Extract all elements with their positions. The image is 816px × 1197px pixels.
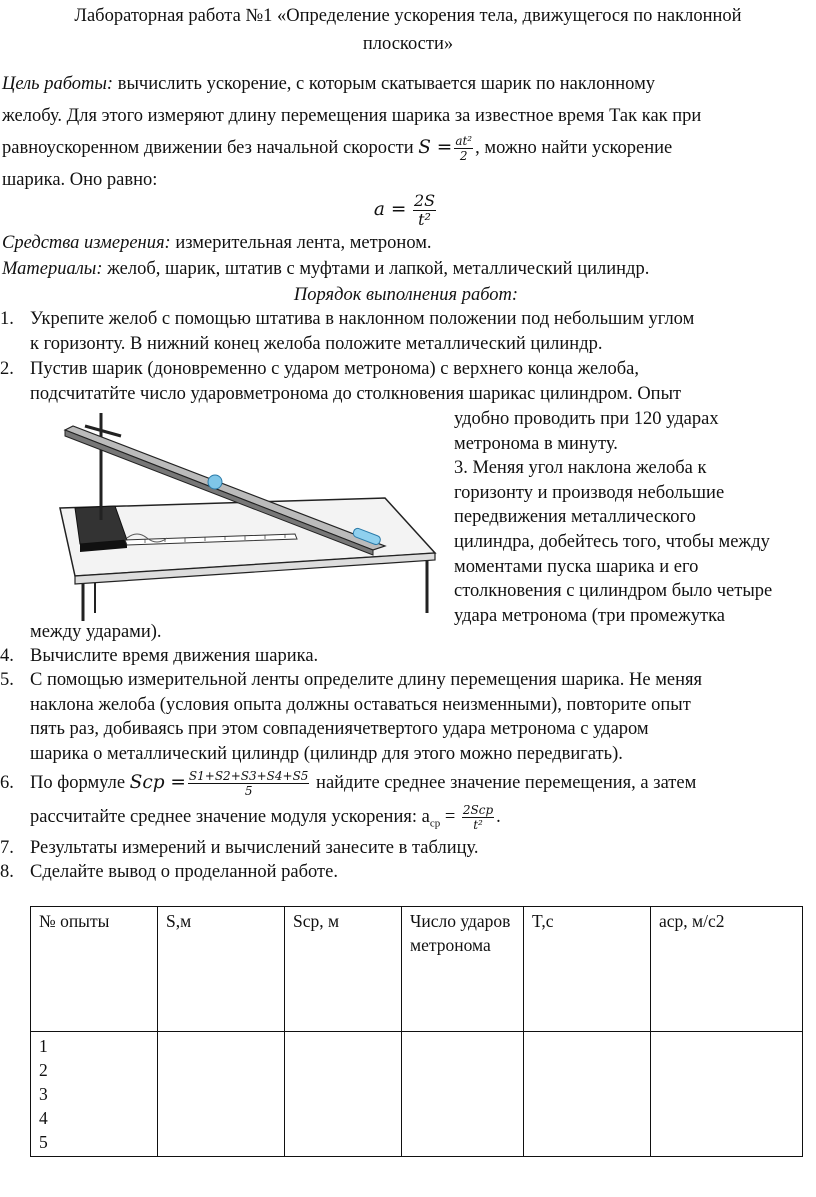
header-cell: Sср, м xyxy=(285,907,402,1032)
empty-cell[interactable] xyxy=(158,1032,285,1157)
step-3-column: удобно проводить при 120 ударах метронома в минуту. 3. Меняя угол наклона желоба к горизонту и производя небольшие передвижения металлического цилиндра, добейтесь того, чтобы между моментами пуска шарика и его столкновения с цилиндром было четыре удара метронома (три промежутка xyxy=(454,409,773,626)
table-header-row xyxy=(31,907,803,1032)
row-numbers-cell: 1 2 3 4 5 xyxy=(31,1032,158,1157)
results-table xyxy=(30,906,803,1157)
tools-paragraph: Средства измерения: измерительная лента, метроном. Материалы: желоб, шарик, штатив с муфтами и лапкой, металлический цилиндр. Порядок выполнения работ: xyxy=(2,230,810,308)
step-7: 7. Результаты измерений и вычислений занесите в таблицу. xyxy=(0,838,479,858)
inclined-plane-illustration xyxy=(55,408,437,623)
formula-s-lhs: S = xyxy=(418,137,453,158)
step-3-end: между ударами). xyxy=(30,622,162,642)
formula-s-fraction: $\frac{\text{at²}}{2}$ xyxy=(455,134,473,164)
step-5: 5. С помощью измерительной ленты определите длину перемещения шарика. Не меняя наклона желоба (условия опыта должны оставаться неизменными), повторите опыт пять раз, добиваясь при этом совпадениячетвертого удара метронома с ударом шарика о металлический цилиндр (цилиндр для этого можно передвигать). xyxy=(0,670,703,764)
header-cell: Число ударов метронома xyxy=(402,907,524,1032)
goal-paragraph: Цель работы: вычислить ускорение, с которым скатывается шарик по наклонному желобу. Для этого измеряют длину перемещения шарика за известное время Так как при равноускоренном движении без начальной скорости S = $\frac{\text{at²}}{2}$ , можно найти ускорение шарика. Оно равно: xyxy=(2,74,702,190)
table-row xyxy=(31,1032,803,1157)
step-4: 4. Вычислите время движения шарика. xyxy=(0,646,319,666)
step-2: 2. Пустив шарик (доновременно с ударом метронома) с верхнего конца желоба, подсчитатйте число ударовметронома до столкновения шарикас цилиндром. Опыт xyxy=(0,359,682,404)
empty-cell[interactable] xyxy=(524,1032,651,1157)
empty-cell[interactable] xyxy=(651,1032,803,1157)
empty-cell[interactable] xyxy=(402,1032,524,1157)
header-cell: aср, м/с2 xyxy=(651,907,803,1032)
formula-a: a = $\frac{2S}{\text{t²}}$ xyxy=(373,191,436,230)
empty-cell[interactable] xyxy=(285,1032,402,1157)
step-8: 8. Сделайте вывод о проделанной работе. xyxy=(0,862,338,882)
step-1: 1. Укрепите желоб с помощью штатива в наклонном положении под небольшим углом к горизонту. В нижний конец желоба положите металлический цилиндр. xyxy=(0,309,695,354)
header-cell: S,м xyxy=(158,907,285,1032)
page-title: Лабораторная работа №1 «Определение ускорения тела, движущегося по наклонной плоскости» xyxy=(74,6,742,54)
procedure-title: Порядок выполнения работ: xyxy=(293,285,519,305)
header-cell: T,с xyxy=(524,907,651,1032)
step-6: 6. По формуле Sср = $\frac{S1+S2+S3+S4+S5}{5}$ найдите среднее значение перемещения, а затем рассчитайте среднее значение модуля ускорения: $a_{ср}$ = $\frac{\text{2Sср}}{\text{t²}}$ . xyxy=(0,769,697,833)
header-cell: № опыты xyxy=(31,907,158,1032)
